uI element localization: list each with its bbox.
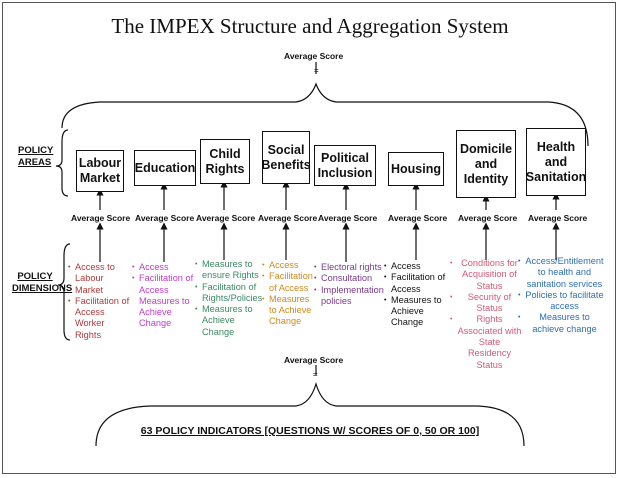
dimension-item: • Consultation bbox=[314, 273, 386, 284]
area-box-domicile-identity: Domicile and Identity bbox=[456, 130, 516, 198]
dimensions-political-inclusion bbox=[314, 262, 386, 307]
area-box-child-rights: Child Rights bbox=[200, 139, 250, 184]
dimensions-labour-market bbox=[68, 262, 132, 341]
areas-brace bbox=[56, 130, 68, 196]
dimensions-social-benefits bbox=[262, 260, 314, 328]
area-box-political-inclusion: Political Inclusion bbox=[314, 145, 376, 186]
dimension-item: • Access bbox=[132, 262, 196, 273]
area-box-education: Education bbox=[134, 150, 196, 186]
avg-score-health-sanitation: Average Score bbox=[528, 213, 588, 223]
policy-areas-label: POLICY AREAS bbox=[18, 145, 54, 168]
dimension-item: • Security of Status bbox=[450, 292, 522, 315]
dimensions-housing bbox=[384, 261, 454, 329]
dimension-item: • Measures to ensure Rights bbox=[195, 259, 261, 282]
dimension-item: • Access bbox=[384, 261, 454, 272]
avg-score-education: Average Score bbox=[135, 213, 195, 223]
avg-score-child-rights: Average Score bbox=[196, 213, 256, 223]
avg-score-social-benefits: Average Score bbox=[258, 213, 318, 223]
dimension-item: • Measures to Achieve Change bbox=[262, 294, 314, 328]
dimension-item: • Facilitation of Access bbox=[262, 271, 314, 294]
dimension-item: • Rights Associated with State Residency Status bbox=[450, 314, 522, 370]
dimension-item: • Conditions for Acquisition of Status bbox=[450, 258, 522, 292]
bottom-average-score: Average Score bbox=[284, 355, 344, 365]
dimension-item: • Facilitation of Access bbox=[384, 272, 454, 295]
dimension-item: • Implementation policies bbox=[314, 285, 386, 308]
dimensions-domicile-identity bbox=[450, 258, 522, 371]
area-box-labour-market: Labour Market bbox=[76, 150, 124, 192]
dimension-item: • Access bbox=[262, 260, 314, 271]
diagram-title: The IMPEX Structure and Aggregation System bbox=[111, 14, 509, 38]
dimension-item: • Access to Labour Market bbox=[68, 262, 132, 296]
policy-dimensions-label: POLICY DIMENSIONS bbox=[12, 271, 73, 294]
dimension-item: • Measures to achieve change bbox=[518, 312, 604, 335]
dimensions-education bbox=[132, 262, 196, 330]
dimension-item: • Facilitation of Access Worker Rights bbox=[68, 296, 132, 341]
dimensions-health-sanitation bbox=[518, 256, 604, 335]
dimension-item: • Facilitation of Access Measures to Achieve Change bbox=[132, 273, 196, 329]
avg-score-labour-market: Average Score bbox=[71, 213, 131, 223]
area-box-housing: Housing bbox=[388, 152, 444, 186]
avg-score-political-inclusion: Average Score bbox=[318, 213, 378, 223]
avg-score-domicile-identity: Average Score bbox=[458, 213, 518, 223]
dimension-item: • Policies to facilitate access bbox=[518, 290, 604, 313]
dimension-item: • Measures to Achieve Change bbox=[384, 295, 454, 329]
top-average-score: Average Score bbox=[284, 51, 344, 61]
dimension-item: • Access/Entitlement to health and sanitation services bbox=[518, 256, 604, 290]
area-box-social-benefits: Social Benefits bbox=[262, 131, 310, 184]
policy-indicators-label: 63 POLICY INDICATORS [QUESTIONS W/ SCORES OF 0, 50 OR 100] bbox=[140, 425, 480, 437]
dimension-item: • Facilitation of Rights/Policies bbox=[195, 282, 261, 305]
dimension-item: • Measures to Achieve Change bbox=[195, 304, 261, 338]
equals-top: = bbox=[314, 66, 319, 75]
dimension-item: • Electoral rights bbox=[314, 262, 386, 273]
area-box-health-sanitation: Health and Sanitation bbox=[526, 128, 586, 196]
dimensions-child-rights bbox=[195, 259, 261, 338]
equals-bottom: = bbox=[313, 370, 318, 379]
avg-score-housing: Average Score bbox=[388, 213, 448, 223]
